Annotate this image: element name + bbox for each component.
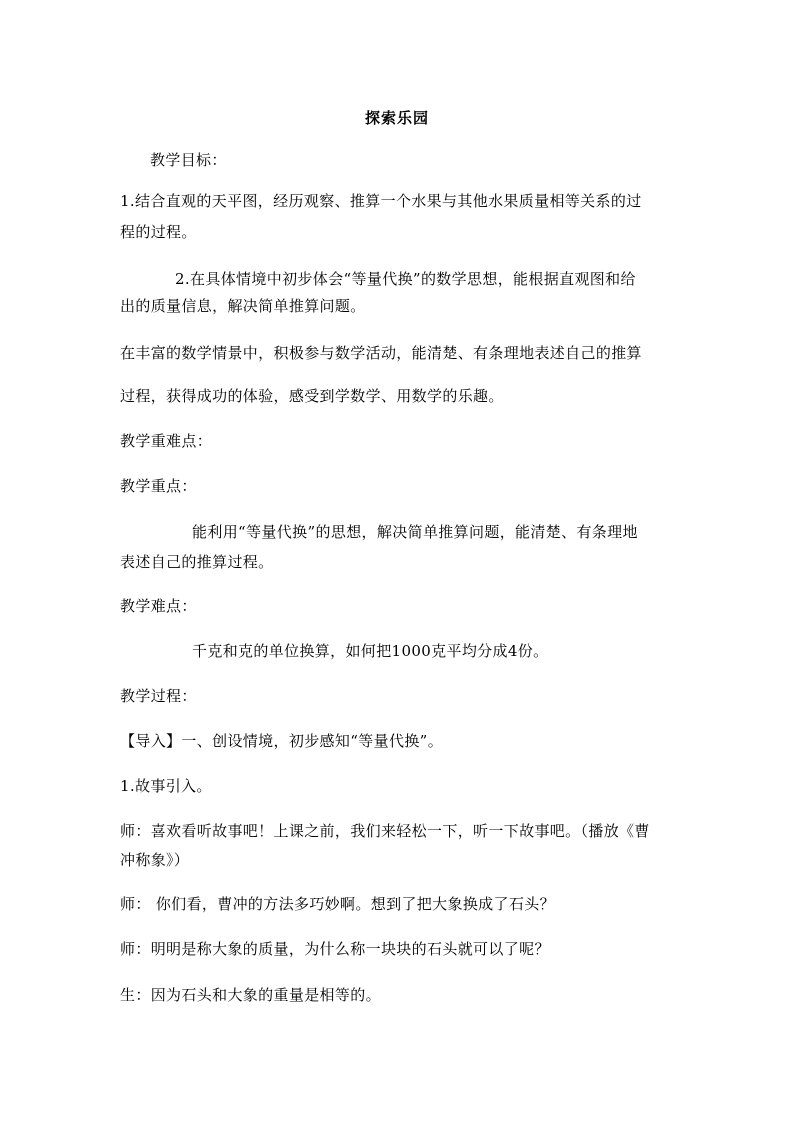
key-point-heading: 教学重点： bbox=[120, 477, 197, 495]
teacher-line-2: 师： 你们看，曹冲的方法多巧妙啊。想到了把大象换成了石头？ bbox=[120, 895, 555, 913]
student-line-1: 生：因为石头和大象的重量是相等的。 bbox=[120, 986, 381, 1004]
key-point-line-1: 能利用“等量代换”的思想，解决简单推算问题，能清楚、有条理地 bbox=[192, 523, 638, 541]
teacher-line-3: 师：明明是称大象的质量，为什么称一块块的石头就可以了呢？ bbox=[120, 940, 550, 958]
process-heading: 教学过程： bbox=[120, 687, 197, 705]
goal-1-line-1: 1.结合直观的天平图，经历观察、推算一个水果与其他水果质量相等关系的过 bbox=[120, 192, 642, 210]
teacher-line-1b: 冲称象》） bbox=[120, 851, 190, 869]
intro-section-line: 【导入】一、创设情境，初步感知“等量代换”。 bbox=[120, 732, 444, 750]
key-point-line-2: 表述自己的推算过程。 bbox=[120, 553, 274, 571]
goal-2-line-2: 出的质量信息，解决简单推算问题。 bbox=[120, 297, 366, 315]
story-intro-heading: 1.故事引入。 bbox=[120, 777, 212, 795]
key-difficult-heading: 教学重难点： bbox=[120, 432, 213, 450]
goal-1-line-2: 程的过程。 bbox=[120, 223, 197, 241]
goal-2-line-1: 2.在具体情境中初步体会“等量代换”的数学思想，能根据直观图和给 bbox=[175, 270, 636, 288]
teacher-line-1a: 师：喜欢看听故事吧！上课之前，我们来轻松一下，听一下故事吧。（播放《曹 bbox=[120, 822, 650, 840]
goals-heading: 教学目标： bbox=[150, 151, 227, 169]
difficult-point-line: 千克和克的单位换算，如何把1000克平均分成4份。 bbox=[192, 642, 549, 660]
page-title: 探索乐园 bbox=[364, 109, 429, 127]
goal-3-line-1: 在丰富的数学情景中，积极参与数学活动，能清楚、有条理地表述自己的推算 bbox=[120, 344, 642, 362]
difficult-point-heading: 教学难点： bbox=[120, 597, 197, 615]
goal-3-line-2: 过程，获得成功的体验，感受到学数学、用数学的乐趣。 bbox=[120, 387, 504, 405]
